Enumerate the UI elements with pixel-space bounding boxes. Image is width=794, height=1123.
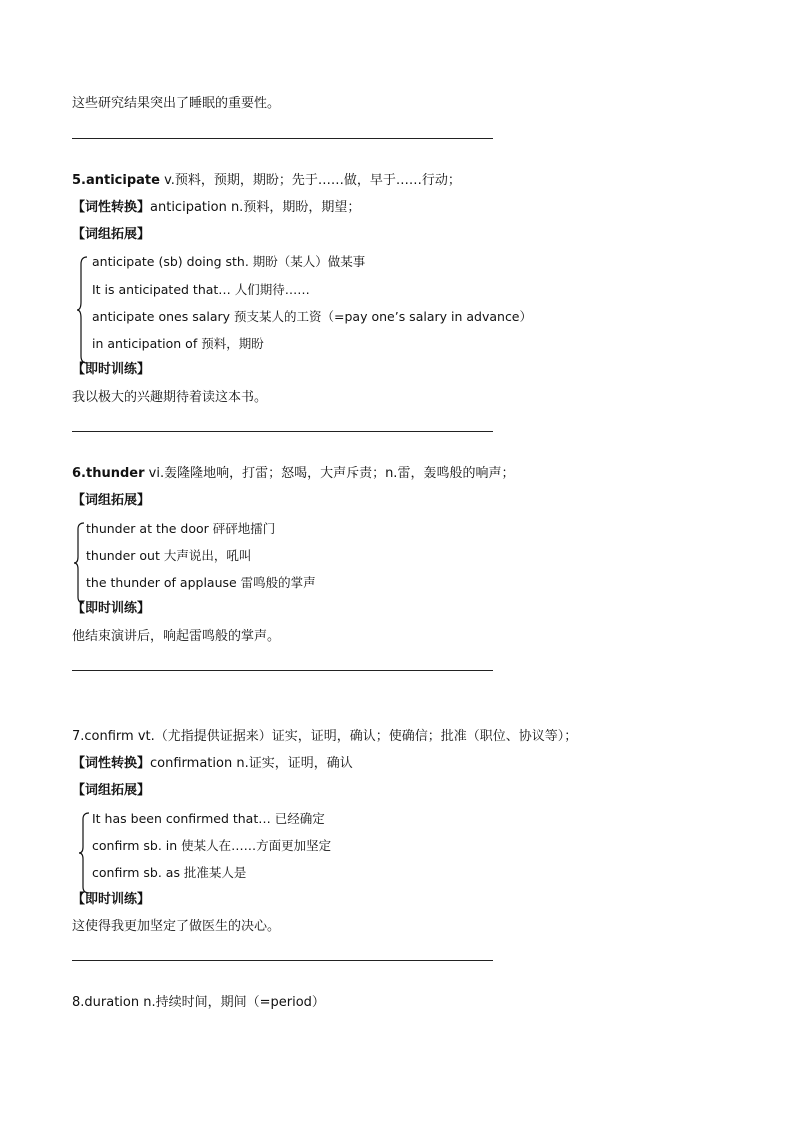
entry-heading — [72, 994, 325, 1012]
practice-text: 我以极大的兴趣期待着读这本书。 — [72, 390, 268, 405]
entry-heading — [72, 728, 577, 746]
entry-heading — [72, 172, 461, 190]
brace-icon — [78, 812, 90, 894]
answer-line[interactable] — [72, 670, 493, 671]
phrase-item: anticipate (sb) doing sth. 期盼（某人）做某事 — [92, 254, 366, 269]
practice-label: 【即时训练】 — [72, 601, 151, 616]
conversion-text: anticipation n.预料，期盼，期望； — [150, 200, 361, 215]
entry-term: 7.confirm — [72, 729, 134, 744]
entry-heading — [72, 465, 514, 483]
brace-icon — [76, 256, 88, 364]
phrase-item: It is anticipated that… 人们期待…… — [92, 282, 310, 297]
phrase-item: confirm sb. in 使某人在……方面更加坚定 — [92, 838, 332, 853]
practice-label: 【即时训练】 — [72, 362, 151, 377]
brace-icon — [73, 522, 85, 604]
practice-text: 他结束演讲后，响起雷鸣般的掌声。 — [72, 629, 281, 644]
practice-label: 【即时训练】 — [72, 892, 151, 907]
conversion-label: 【词性转换】 — [72, 756, 151, 771]
entry-term: 6.thunder — [72, 466, 145, 481]
entry-definition: v.预料，预期，期盼；先于……做，早于……行动； — [159, 173, 461, 188]
conversion-line — [72, 755, 353, 773]
phrase-item: anticipate ones salary 预支某人的工资（=pay one’s salary in advance） — [92, 309, 533, 324]
phrase-item: in anticipation of 预料，期盼 — [92, 336, 264, 351]
phrase-item: thunder out 大声说出，吼叫 — [86, 548, 252, 563]
conversion-label: 【词性转换】 — [72, 200, 151, 215]
expansion-label: 【词组拓展】 — [72, 227, 151, 242]
phrase-item: It has been confirmed that… 已经确定 — [92, 811, 325, 826]
conversion-text: confirmation n.证实，证明，确认 — [150, 756, 353, 771]
entry-term: 8.duration — [72, 995, 140, 1010]
phrase-item: confirm sb. as 批准某人是 — [92, 865, 247, 880]
answer-line[interactable] — [72, 431, 493, 432]
practice-text: 这使得我更加坚定了做医生的决心。 — [72, 919, 281, 934]
intro-sentence: 这些研究结果突出了睡眠的重要性。 — [72, 96, 281, 111]
expansion-label: 【词组拓展】 — [72, 783, 151, 798]
answer-line[interactable] — [72, 960, 493, 961]
phrase-item: thunder at the door 砰砰地擂门 — [86, 521, 276, 536]
entry-term: 5.anticipate — [72, 173, 160, 188]
expansion-label: 【词组拓展】 — [72, 493, 151, 508]
answer-line[interactable] — [72, 138, 493, 139]
entry-definition: vi.轰隆隆地响，打雷；怒喝，大声斥责；n.雷，轰鸣般的响声； — [144, 466, 515, 481]
phrase-item: the thunder of applause 雷鸣般的掌声 — [86, 575, 316, 590]
conversion-line — [72, 199, 360, 217]
entry-definition: n.持续时间，期间（=period） — [139, 995, 325, 1010]
entry-definition: vt.（尤指提供证据来）证实，证明，确认；使确信；批准（职位、协议等）； — [133, 729, 578, 744]
